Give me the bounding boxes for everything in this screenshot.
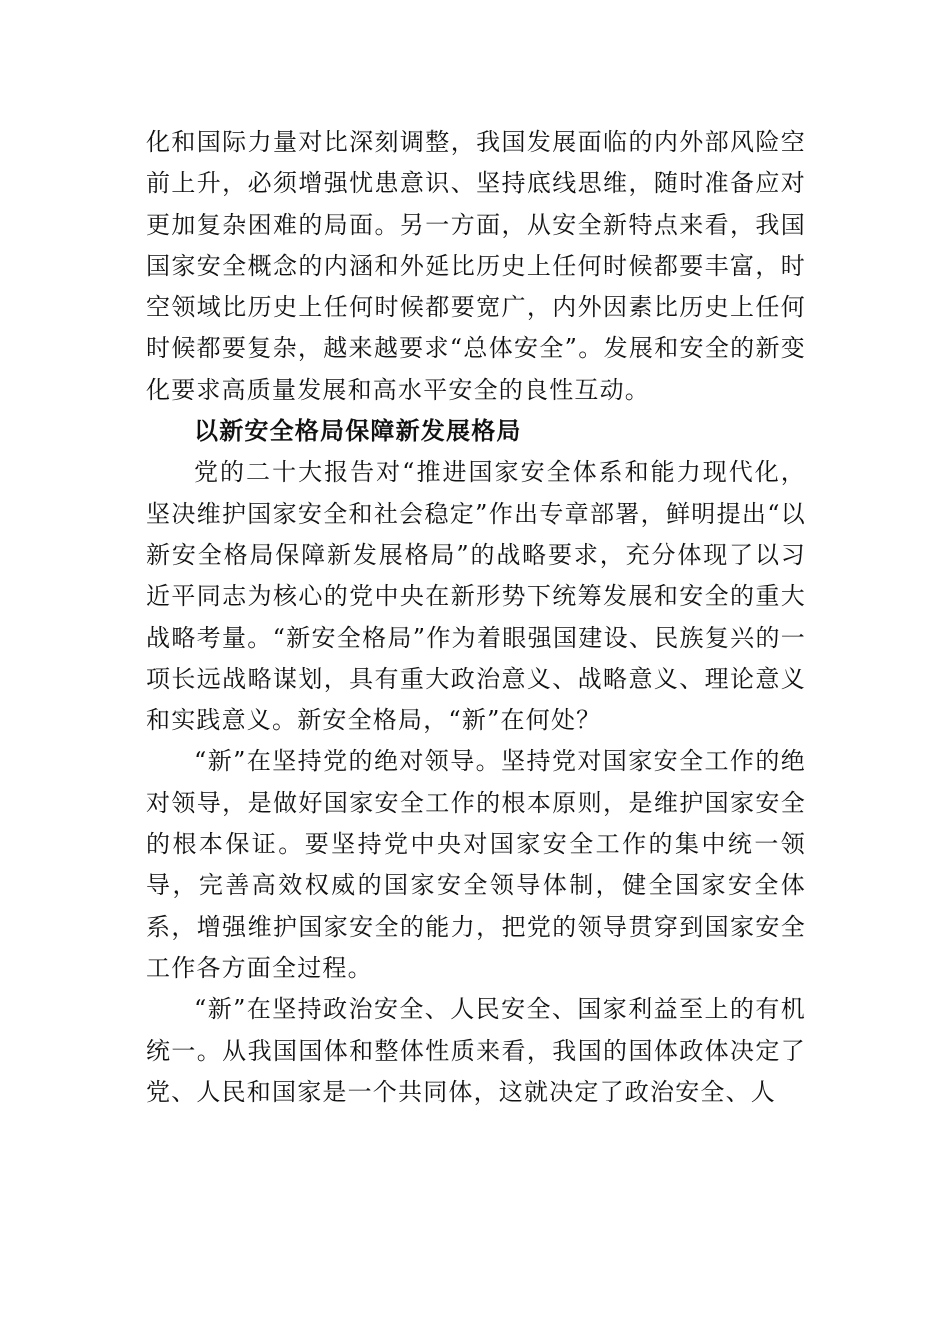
- paragraph-political-security: “新”在坚持政治安全、人民安全、国家利益至上的有机统一。从我国国体和整体性质来看，我国的国体政体决定了党、人民和国家是一个共同体，这就决定了政治安全、人: [146, 995, 806, 1106]
- section-heading: 以新安全格局保障新发展格局: [194, 417, 522, 446]
- document-body: [146, 122, 806, 1113]
- paragraph-intro-continuation: 化和国际力量对比深刻调整，我国发展面临的内外部风险空前上升，必须增强忧患意识、坚持底线思维，随时准备应对更加复杂困难的局面。另一方面，从安全新特点来看，我国国家安全概念的内涵和外延比历史上任何时候都要丰富，时空领域比历史上任何时候都要宽广，内外因素比历史上任何时候都要复杂，越来越要求“总体安全”。发展和安全的新变化要求高质量发展和高水平安全的良性互动。: [146, 128, 806, 404]
- paragraph-party-leadership: “新”在坚持党的绝对领导。坚持党对国家安全工作的绝对领导，是做好国家安全工作的根本原则，是维护国家安全的根本保证。要坚持党中央对国家安全工作的集中统一领导，完善高效权威的国家安全领导体制，健全国家安全体系，增强维护国家安全的能力，把党的领导贯穿到国家安全工作各方面全过程。: [146, 747, 806, 982]
- paragraph-report: 党的二十大报告对“推进国家安全体系和能力现代化，坚决维护国家安全和社会稳定”作出专章部署，鲜明提出“以新安全格局保障新发展格局”的战略要求，充分体现了以习近平同志为核心的党中央在新形势下统筹发展和安全的重大战略考量。“新安全格局”作为着眼强国建设、民族复兴的一项长远战略谋划，具有重大政治意义、战略意义、理论意义和实践意义。新安全格局，“新”在何处？: [146, 458, 806, 735]
